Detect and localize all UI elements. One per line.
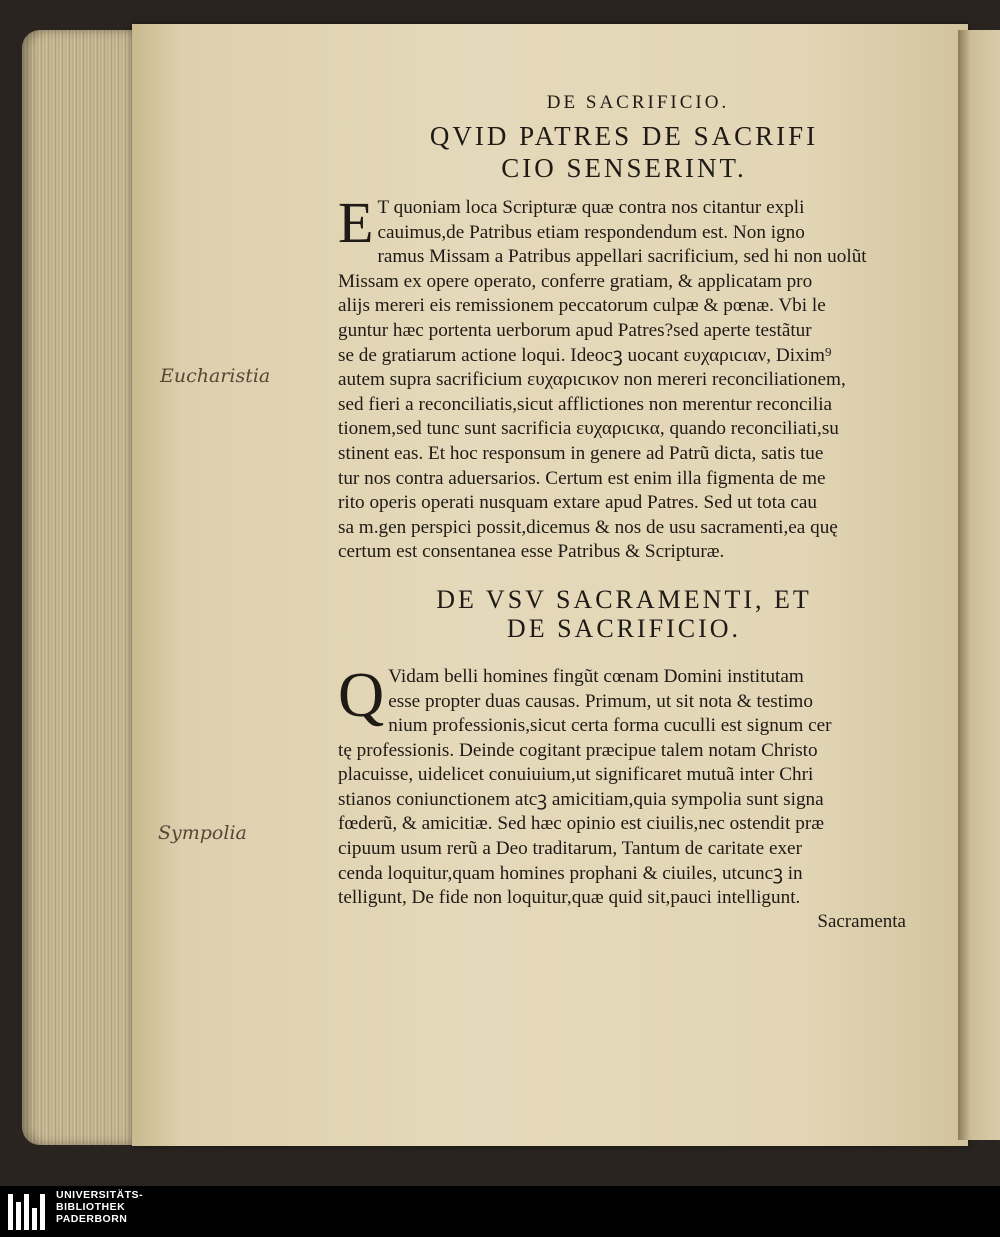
drop-cap-q: Q <box>338 658 385 730</box>
text-line: T quoniam loca Scripturæ quæ contra nos citantur expli <box>377 197 805 218</box>
section-title-1-line: CIO SENSERINT. <box>501 153 747 183</box>
section-title-2-line: DE VSV SACRAMENTI, ET <box>436 584 812 614</box>
text-line: alijs mereri eis remissionem peccatorum culpæ & pœnæ. Vbi le <box>338 295 826 317</box>
marginal-note-sympolia: Sympolia <box>158 822 247 844</box>
text-line: Vidam belli homines fingũt cœnam Domini institutam <box>388 665 804 687</box>
opposite-page-gutter <box>958 30 1000 1140</box>
section-title-1 <box>338 120 910 184</box>
library-logo-line: PADERBORN <box>56 1213 128 1225</box>
text-line: telligunt, De fide non loquitur,quæ quid sit,pauci intelligunt. <box>338 887 801 909</box>
catchword: Sacramenta <box>817 910 906 932</box>
text-line: rito operis operati nusquam extare apud Patres. Sed ut tota cau <box>338 492 818 514</box>
text-line: sed fieri a reconciliatis,sicut afflictiones non merentur reconcilia <box>338 393 833 415</box>
library-logo-line: UNIVERSITÄTS- <box>56 1189 144 1201</box>
text-line: tionem,sed tunc sunt sacrificia ευχαριϲικα, quando reconciliati,su <box>338 418 839 440</box>
text-line: nium professionis,sicut certa forma cuculli est signum cer <box>388 715 832 737</box>
text-line: autem supra sacrificium ευχαριϲικον non mereri reconciliationem, <box>338 369 846 391</box>
section-title-2 <box>338 585 910 643</box>
text-line: stianos coniunctionem atcꝫ amicitiam,quia sympolia sunt signa <box>338 788 824 810</box>
paragraph-2 <box>338 658 910 911</box>
text-line: cenda loquitur,quam homines prophani & ciuiles, utcuncꝫ in <box>338 862 803 884</box>
paragraph-1 <box>338 190 910 565</box>
text-line: Missam ex opere operato, conferre gratiam, & applicatam pro <box>338 270 813 292</box>
text-line: fœderũ, & amicitiæ. Sed hæc opinio est ciuilis,nec ostendit præ <box>338 813 825 835</box>
drop-cap-e: E <box>338 190 374 255</box>
text-line: certum est consentanea esse Patribus & Scripturæ. <box>338 541 725 563</box>
text-line: esse propter duas causas. Primum, ut sit nota & testimo <box>388 690 813 712</box>
text-line: sa m.gen perspici possit,dicemus & nos de usu sacramenti,ea quę <box>338 516 838 538</box>
text-line: stinent eas. Et hoc responsum in genere ad Patrũ dicta, satis tue <box>338 442 824 464</box>
page-text <box>338 92 910 933</box>
text-line: ramus Missam a Patribus appellari sacrificium, sed hi non uolũt <box>377 246 867 268</box>
text-line: tur nos contra aduersarios. Certum est enim illa figmenta de me <box>338 467 826 489</box>
text-line: tę professionis. Deinde cogitant præcipue talem notam Christo <box>338 739 818 761</box>
text-line: cauimus,de Patribus etiam respondendum est. Non igno <box>377 221 805 243</box>
library-logo-line: BIBLIOTHEK <box>56 1201 126 1213</box>
library-logo-icon <box>8 1194 50 1230</box>
text-line: guntur hæc portenta uerborum apud Patres?sed aperte testãtur <box>338 319 812 341</box>
book-page-edges <box>22 30 142 1145</box>
marginal-note-eucharistia: Eucharistia <box>160 365 271 387</box>
section-title-2-line: DE SACRIFICIO. <box>506 613 742 643</box>
footer-bar <box>0 1186 1000 1237</box>
text-line: placuisse, uidelicet conuiuium,ut significaret mutuã inter Chri <box>338 764 814 786</box>
section-title-1-line: QVID PATRES DE SACRIFI <box>429 121 819 151</box>
running-head: DE SACRIFICIO. <box>546 92 730 113</box>
library-logo-text <box>56 1189 143 1225</box>
text-line: cipuum usum rerũ a Deo traditarum, Tantum de caritate exer <box>338 838 802 860</box>
text-line: se de gratiarum actione loqui. Ideocꝫ uocant ευχαριϲιαν, Dixim⁹ <box>338 344 832 366</box>
